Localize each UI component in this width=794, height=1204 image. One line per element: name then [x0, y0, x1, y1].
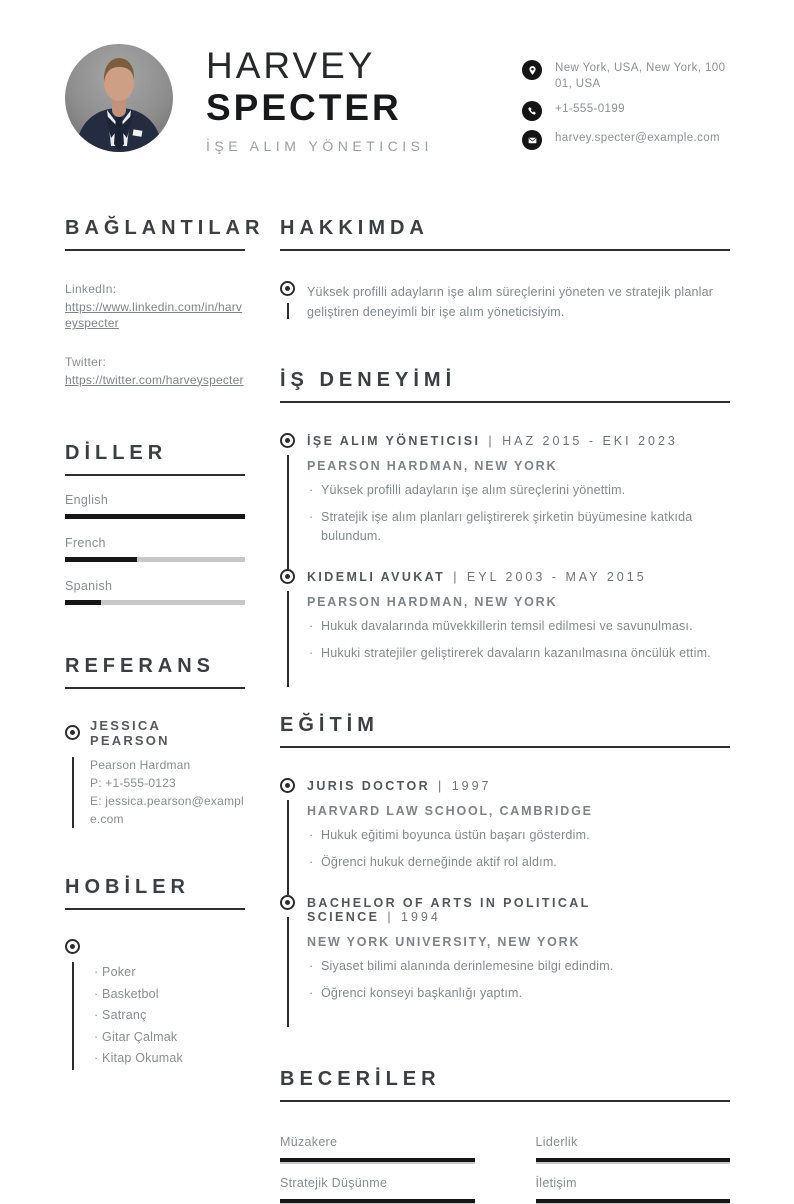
timeline-bullet-icon [280, 433, 295, 448]
link-label: Twitter: [65, 354, 107, 369]
education-section-title: EĞİTİM [280, 714, 730, 748]
reference-entry [65, 718, 245, 829]
link-label: LinkedIn: [65, 282, 117, 297]
language-bar-fill [65, 514, 245, 519]
link-item-twitter [65, 355, 245, 388]
experience-entry [280, 569, 730, 687]
timeline-bullet-icon [65, 939, 80, 954]
language-row [65, 579, 245, 605]
language-name: French [65, 535, 106, 550]
education-dates: 1997 [451, 778, 492, 793]
twitter-link[interactable]: https://twitter.com/harveyspecter [65, 372, 244, 387]
experience-bullet: · Yüksek profilli adayların işe alım süreçlerini yönettim. [307, 481, 730, 500]
education-section [280, 714, 730, 1027]
linkedin-link[interactable]: https://www.linkedin.com/in/harveyspecter [65, 300, 243, 331]
reference-email: E: jessica.pearson@example.com [90, 794, 244, 826]
education-entry [280, 778, 730, 896]
first-name: HARVEY [206, 45, 376, 86]
experience-section [280, 369, 730, 687]
language-bar [65, 514, 245, 519]
main-column [280, 217, 730, 1204]
experience-role-line [307, 569, 730, 584]
hobby-item: · Satranç [94, 1005, 245, 1027]
experience-company: PEARSON HARDMAN, NEW YORK [307, 459, 558, 474]
education-bullet: · Siyaset bilimi alanında derinlemesine bilgi edindim. [307, 957, 730, 976]
experience-bullet: · Stratejik işe alım planları geliştirerek şirketin büyümesine katkıda bulundum. [307, 508, 730, 546]
skill-name: Müzakere [280, 1134, 338, 1149]
links-section-title: BAĞLANTILAR [65, 217, 245, 251]
skill-bar [280, 1199, 475, 1203]
timeline-line [287, 591, 289, 687]
language-bar [65, 557, 245, 562]
separator [445, 570, 467, 584]
skill-bar [280, 1158, 475, 1162]
contact-email-row [522, 130, 730, 150]
skill-item [280, 1135, 475, 1163]
education-bullets [307, 826, 730, 872]
timeline-bullet-icon [280, 778, 295, 793]
experience-entry [280, 433, 730, 569]
timeline-line [287, 917, 289, 1027]
language-name: English [65, 492, 109, 507]
hobby-item: · Gitar Çalmak [94, 1027, 245, 1049]
contact-email: harvey.specter@example.com [555, 132, 721, 145]
skill-item [536, 1176, 731, 1204]
skill-name: Stratejik Düşünme [280, 1175, 388, 1190]
experience-role: İŞE ALIM YÖNETICISI [307, 434, 481, 449]
references-section [65, 655, 245, 829]
skills-section [280, 1068, 730, 1204]
links-section [65, 217, 265, 388]
education-bullet: · Hukuk eğitimi boyunca üstün başarı gösterdim. [307, 826, 730, 845]
timeline-bullet-icon [280, 281, 295, 296]
contact-block [522, 44, 730, 150]
education-bullet: · Öğrenci konseyi başkanlığı yaptım. [307, 984, 730, 1003]
job-title: İŞE ALIM YÖNETICISI [206, 138, 433, 155]
language-row [65, 536, 245, 562]
skill-bar [536, 1199, 731, 1203]
skill-name: Liderlik [535, 1134, 578, 1149]
skill-name: İletişim [535, 1175, 577, 1190]
skill-bar [536, 1158, 731, 1162]
header [65, 44, 730, 154]
experience-bullets [307, 481, 730, 545]
envelope-icon [522, 130, 542, 150]
education-bullet: · Öğrenci hukuk derneğinde aktif rol aldım. [307, 853, 730, 872]
timeline-bullet-icon [65, 725, 80, 740]
languages-section [65, 442, 245, 605]
reference-phone: P: +1-555-0123 [90, 776, 176, 791]
contact-location: New York, USA, New York, 10001, USA [555, 62, 726, 91]
hobby-item: · Poker [94, 962, 245, 984]
experience-bullet: · Hukuk davalarında müvekkillerin temsil edilmesi ve savunulması. [307, 617, 730, 636]
experience-bullets [307, 617, 730, 663]
separator [480, 434, 502, 448]
references-section-title: REFERANS [65, 655, 245, 689]
experience-role-line [307, 433, 730, 448]
profile-photo-illustration [65, 44, 173, 152]
reference-name: JESSICA PEARSON [90, 717, 170, 748]
link-item-linkedin [65, 282, 245, 331]
contact-location-row [522, 60, 730, 92]
education-bullets [307, 957, 730, 1003]
timeline-line [287, 455, 289, 569]
separator [430, 779, 452, 793]
hobby-item: · Basketbol [94, 984, 245, 1006]
languages-section-title: DİLLER [65, 442, 245, 476]
profile-photo [65, 44, 173, 152]
language-bar-fill [65, 557, 137, 562]
reference-company: Pearson Hardman [90, 757, 191, 772]
contact-phone: +1-555-0199 [555, 103, 625, 116]
contact-phone-row [522, 101, 730, 121]
timeline-bullet-icon [280, 569, 295, 584]
education-entry [280, 895, 730, 1027]
language-bar-fill [65, 600, 101, 605]
education-degree: JURIS DOCTOR [307, 778, 431, 793]
education-school: NEW YORK UNIVERSITY, NEW YORK [307, 935, 581, 950]
about-text: Yüksek profilli adayların işe alım süreçlerini yöneten ve stratejik planlar geliştiren deneyimli bir işe alım yöneticisiyim. [307, 285, 714, 320]
phone-icon [522, 101, 542, 121]
skill-item [280, 1176, 475, 1204]
about-section-title: HAKKIMDA [280, 217, 730, 251]
timeline-bullet-icon [280, 895, 295, 910]
skills-section-title: BECERİLER [280, 1068, 730, 1102]
education-school: HARVARD LAW SCHOOL, CAMBRIDGE [307, 803, 593, 818]
experience-dates: HAZ 2015 - EKI 2023 [502, 434, 678, 449]
about-section [280, 217, 730, 322]
timeline-line [287, 800, 289, 896]
experience-role: KIDEMLI AVUKAT [307, 570, 446, 585]
name-block [206, 44, 433, 154]
experience-section-title: İŞ DENEYİMİ [280, 369, 730, 403]
experience-dates: EYL 2003 - MAY 2015 [466, 570, 647, 585]
last-name: SPECTER [206, 86, 402, 128]
education-dates: 1994 [401, 910, 441, 925]
experience-company: PEARSON HARDMAN, NEW YORK [307, 595, 558, 610]
education-degree-line [307, 778, 730, 793]
education-degree-line [307, 895, 730, 924]
sidebar [65, 217, 265, 1204]
location-pin-icon [522, 60, 542, 80]
about-entry [280, 281, 730, 322]
experience-bullet: · Hukuki stratejiler geliştirerek davaların kazanılmasına öncülük ettim. [307, 644, 730, 663]
language-row [65, 493, 245, 519]
language-bar [65, 600, 245, 605]
separator [379, 910, 401, 924]
hobby-item: · Kitap Okumak [94, 1048, 245, 1070]
education-degree: BACHELOR OF ARTS IN POLITICAL SCIENCE [307, 896, 591, 925]
timeline-line [287, 303, 289, 319]
hobbies-section-title: HOBİLER [65, 876, 245, 910]
skill-item [536, 1135, 731, 1163]
hobbies-list [72, 962, 245, 1070]
hobbies-section [65, 876, 245, 1070]
language-name: Spanish [65, 578, 113, 593]
